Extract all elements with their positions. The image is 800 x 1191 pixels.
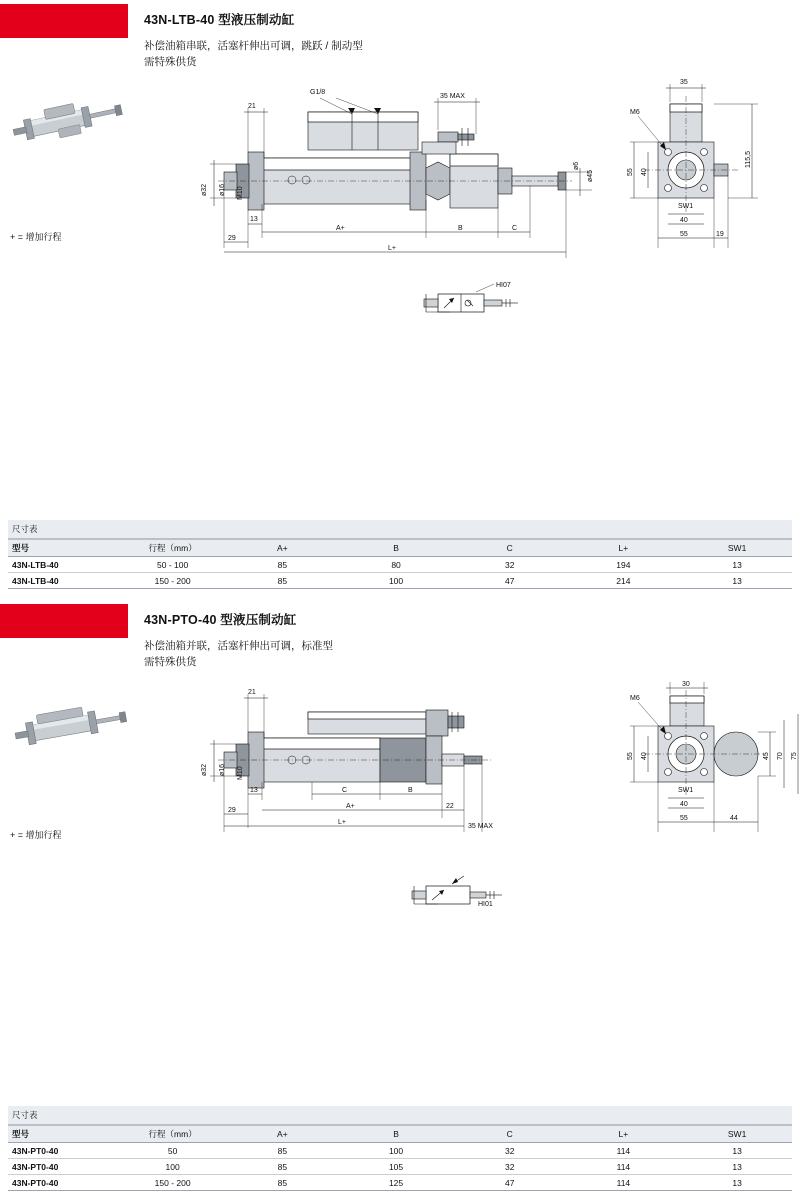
- cell-b: 100: [337, 573, 455, 589]
- page-title-1: 43N-LTB-40 型液压制动缸: [144, 13, 295, 27]
- label-lplus-2: L+: [338, 819, 346, 826]
- th-sw1: SW1: [682, 1126, 792, 1143]
- label-75: 75: [791, 752, 798, 760]
- cell-sw1: 13: [682, 1143, 792, 1159]
- label-aplus: A+: [336, 225, 345, 232]
- label-aplus-2: A+: [346, 803, 355, 810]
- th-lplus: L+: [565, 540, 683, 557]
- label-port-g18: G1/8: [310, 89, 326, 96]
- label-21-2: 21: [248, 689, 256, 696]
- cell-lplus: 114: [565, 1175, 683, 1191]
- cell-b: 100: [337, 1143, 455, 1159]
- label-35max-2: 35 MAX: [468, 823, 493, 830]
- label-55b: 55: [680, 231, 688, 238]
- product-photo-1: [8, 88, 136, 150]
- table-row: [8, 557, 792, 573]
- cell-lplus: 214: [565, 573, 683, 589]
- cell-aplus: 85: [228, 557, 338, 573]
- label-29: 29: [228, 235, 236, 242]
- cell-aplus: 85: [228, 1143, 338, 1159]
- cell-model: 43N-LTB-40: [8, 557, 118, 573]
- label-dia45: ø45: [587, 169, 594, 182]
- cell-c: 47: [455, 573, 565, 589]
- cell-model: 43N-PT0-40: [8, 1159, 118, 1175]
- cell-sw1: 13: [682, 1175, 792, 1191]
- label-dia32-2: ø32: [201, 763, 208, 776]
- th-aplus: A+: [228, 540, 338, 557]
- label-hi07: HI07: [496, 282, 511, 289]
- subtitle-2-line2: 需特殊供货: [144, 656, 197, 668]
- label-21: 21: [248, 103, 256, 110]
- th-stroke: 行程（mm）: [118, 1126, 228, 1143]
- label-40a: 40: [641, 168, 648, 176]
- label-70: 70: [777, 752, 784, 760]
- label-40a-2: 40: [641, 752, 648, 760]
- cell-stroke: 50 - 100: [118, 557, 228, 573]
- table-ltb: [8, 539, 792, 589]
- table-caption-1: 尺寸表: [8, 520, 792, 539]
- label-b-2: B: [408, 787, 413, 794]
- label-hi01: HI01: [478, 901, 493, 908]
- cell-sw1: 13: [682, 557, 792, 573]
- cell-lplus: 194: [565, 557, 683, 573]
- subtitle-1-line2: 需特殊供货: [144, 56, 197, 68]
- table-row: [8, 1143, 792, 1159]
- cell-c: 32: [455, 1159, 565, 1175]
- label-dia16-2: ø16: [219, 763, 226, 776]
- cell-aplus: 85: [228, 573, 338, 589]
- label-lplus: L+: [388, 245, 396, 252]
- label-55b-2: 55: [680, 815, 688, 822]
- th-stroke: 行程（mm）: [118, 540, 228, 557]
- cell-sw1: 13: [682, 573, 792, 589]
- label-55a-2: 55: [627, 752, 634, 760]
- label-30: 30: [682, 681, 690, 688]
- label-55a: 55: [627, 168, 634, 176]
- subtitle-2-line1: 补偿油箱并联，活塞杆伸出可调，标准型: [144, 640, 333, 652]
- label-sw1: SW1: [678, 203, 694, 210]
- th-lplus: L+: [565, 1126, 683, 1143]
- table-row: [8, 573, 792, 589]
- cell-lplus: 114: [565, 1143, 683, 1159]
- cell-aplus: 85: [228, 1159, 338, 1175]
- dimension-table-ltb: [8, 520, 792, 589]
- cell-stroke: 150 - 200: [118, 573, 228, 589]
- red-tab-1: [0, 4, 128, 38]
- label-m10: M10: [237, 186, 244, 200]
- cell-stroke: 50: [118, 1143, 228, 1159]
- th-model: 型号: [8, 1126, 118, 1143]
- cell-sw1: 13: [682, 1159, 792, 1175]
- label-dia32: ø32: [201, 183, 208, 196]
- th-c: C: [455, 1126, 565, 1143]
- cell-model: 43N-LTB-40: [8, 573, 118, 589]
- stroke-note-1: + = 增加行程: [10, 232, 62, 242]
- technical-drawing-pto: [200, 681, 798, 862]
- cell-c: 32: [455, 557, 565, 573]
- product-photo-2: [8, 694, 136, 756]
- label-dia6: ø6: [573, 161, 580, 170]
- label-c: C: [512, 225, 518, 232]
- dimension-table-pto: [8, 1106, 792, 1191]
- label-dia16: ø16: [219, 183, 226, 196]
- table-row: [8, 1159, 792, 1175]
- table-row: [8, 1175, 792, 1191]
- label-22: 22: [446, 803, 454, 810]
- label-m6-2: M6: [630, 695, 640, 702]
- th-model: 型号: [8, 540, 118, 557]
- cell-model: 43N-PT0-40: [8, 1175, 118, 1191]
- label-29-2: 29: [228, 807, 236, 814]
- label-m6: M6: [630, 109, 640, 116]
- label-19: 19: [716, 231, 724, 238]
- cell-aplus: 85: [228, 1175, 338, 1191]
- label-13-2: 13: [250, 787, 258, 794]
- th-sw1: SW1: [682, 540, 792, 557]
- th-b: B: [337, 1126, 455, 1143]
- cell-b: 105: [337, 1159, 455, 1175]
- cell-c: 32: [455, 1143, 565, 1159]
- table-header-row: [8, 1126, 792, 1143]
- label-m10-2: M10: [237, 766, 244, 780]
- cell-model: 43N-PT0-40: [8, 1143, 118, 1159]
- cell-b: 80: [337, 557, 455, 573]
- table-pto: [8, 1125, 792, 1191]
- th-b: B: [337, 540, 455, 557]
- label-sw1-2: SW1: [678, 787, 694, 794]
- table-header-row: [8, 540, 792, 557]
- cell-b: 125: [337, 1175, 455, 1191]
- label-1155: 115,5: [745, 151, 752, 168]
- label-35: 35: [680, 79, 688, 86]
- technical-drawing-ltb: [200, 72, 790, 282]
- label-35max: 35 MAX: [440, 93, 465, 100]
- red-tab-2: [0, 604, 128, 638]
- stroke-note-2: + = 增加行程: [10, 830, 62, 840]
- cell-c: 47: [455, 1175, 565, 1191]
- hydraulic-symbol-hi07: [420, 282, 550, 324]
- label-c-2: C: [342, 787, 348, 794]
- table-caption-2: 尺寸表: [8, 1106, 792, 1125]
- label-40b-2: 40: [680, 801, 688, 808]
- label-13: 13: [250, 216, 258, 223]
- label-40b: 40: [680, 217, 688, 224]
- label-45: 45: [763, 752, 770, 760]
- th-aplus: A+: [228, 1126, 338, 1143]
- subtitle-1-line1: 补偿油箱串联，活塞杆伸出可调，跳跃 / 制动型: [144, 40, 363, 52]
- cell-stroke: 150 - 200: [118, 1175, 228, 1191]
- cell-stroke: 100: [118, 1159, 228, 1175]
- th-c: C: [455, 540, 565, 557]
- cell-lplus: 114: [565, 1159, 683, 1175]
- hydraulic-symbol-hi01: [408, 872, 538, 918]
- page-title-2: 43N-PTO-40 型液压制动缸: [144, 613, 297, 627]
- label-44: 44: [730, 815, 738, 822]
- label-b: B: [458, 225, 463, 232]
